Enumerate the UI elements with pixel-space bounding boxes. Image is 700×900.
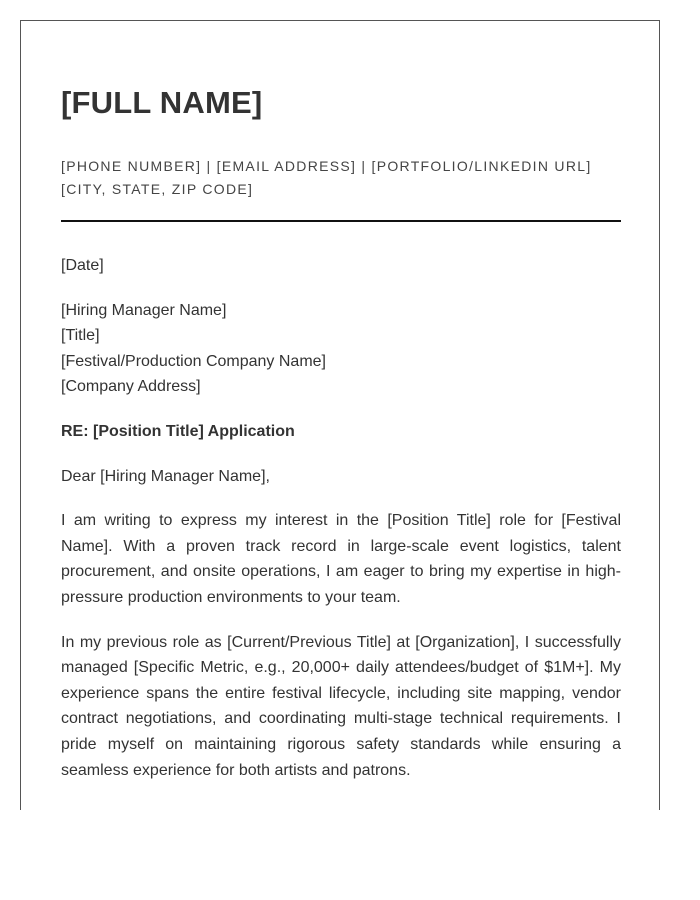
recipient-address-block bbox=[61, 298, 621, 400]
letter-body bbox=[61, 253, 621, 783]
contact-info bbox=[61, 155, 592, 201]
letter-subject: RE: [Position Title] Application bbox=[61, 422, 295, 440]
recipient-company-name: [Festival/Production Company Name] bbox=[61, 352, 326, 370]
header-divider bbox=[61, 220, 621, 222]
document-page bbox=[20, 20, 660, 810]
letter-paragraph-experience: In my previous role as [Current/Previous Title] at [Organization], I successfully managed [Specific Metric, e.g., 20,000+ daily attendees/budget of $1M+]. My experience spans the entire festival lifecycle, including site mapping, vendor contract negotiations, and coordinating multi-stage technical requirements. I pride myself on maintaining rigorous safety standards while ensuring a seamless experience for both artists and patrons. bbox=[61, 633, 621, 779]
letter-date: [Date] bbox=[61, 257, 104, 274]
contact-line-location: [CITY, STATE, ZIP CODE] bbox=[61, 181, 254, 197]
contact-line-phone-email-url: [PHONE NUMBER] | [EMAIL ADDRESS] | [PORTFOLIO/LINKEDIN URL] bbox=[61, 158, 592, 174]
letter-paragraph-intro: I am writing to express my interest in the [Position Title] role for [Festival Name]. With a proven track record in large-scale event logistics, talent procurement, and onsite operations, I am eager to bring my expertise in high-pressure production environments to your team. bbox=[61, 512, 621, 606]
full-name-heading: [FULL NAME] bbox=[61, 85, 263, 120]
recipient-company-address: [Company Address] bbox=[61, 378, 201, 396]
recipient-manager-name: [Hiring Manager Name] bbox=[61, 301, 227, 319]
letter-salutation: Dear [Hiring Manager Name], bbox=[61, 467, 270, 485]
recipient-title: [Title] bbox=[61, 327, 100, 345]
